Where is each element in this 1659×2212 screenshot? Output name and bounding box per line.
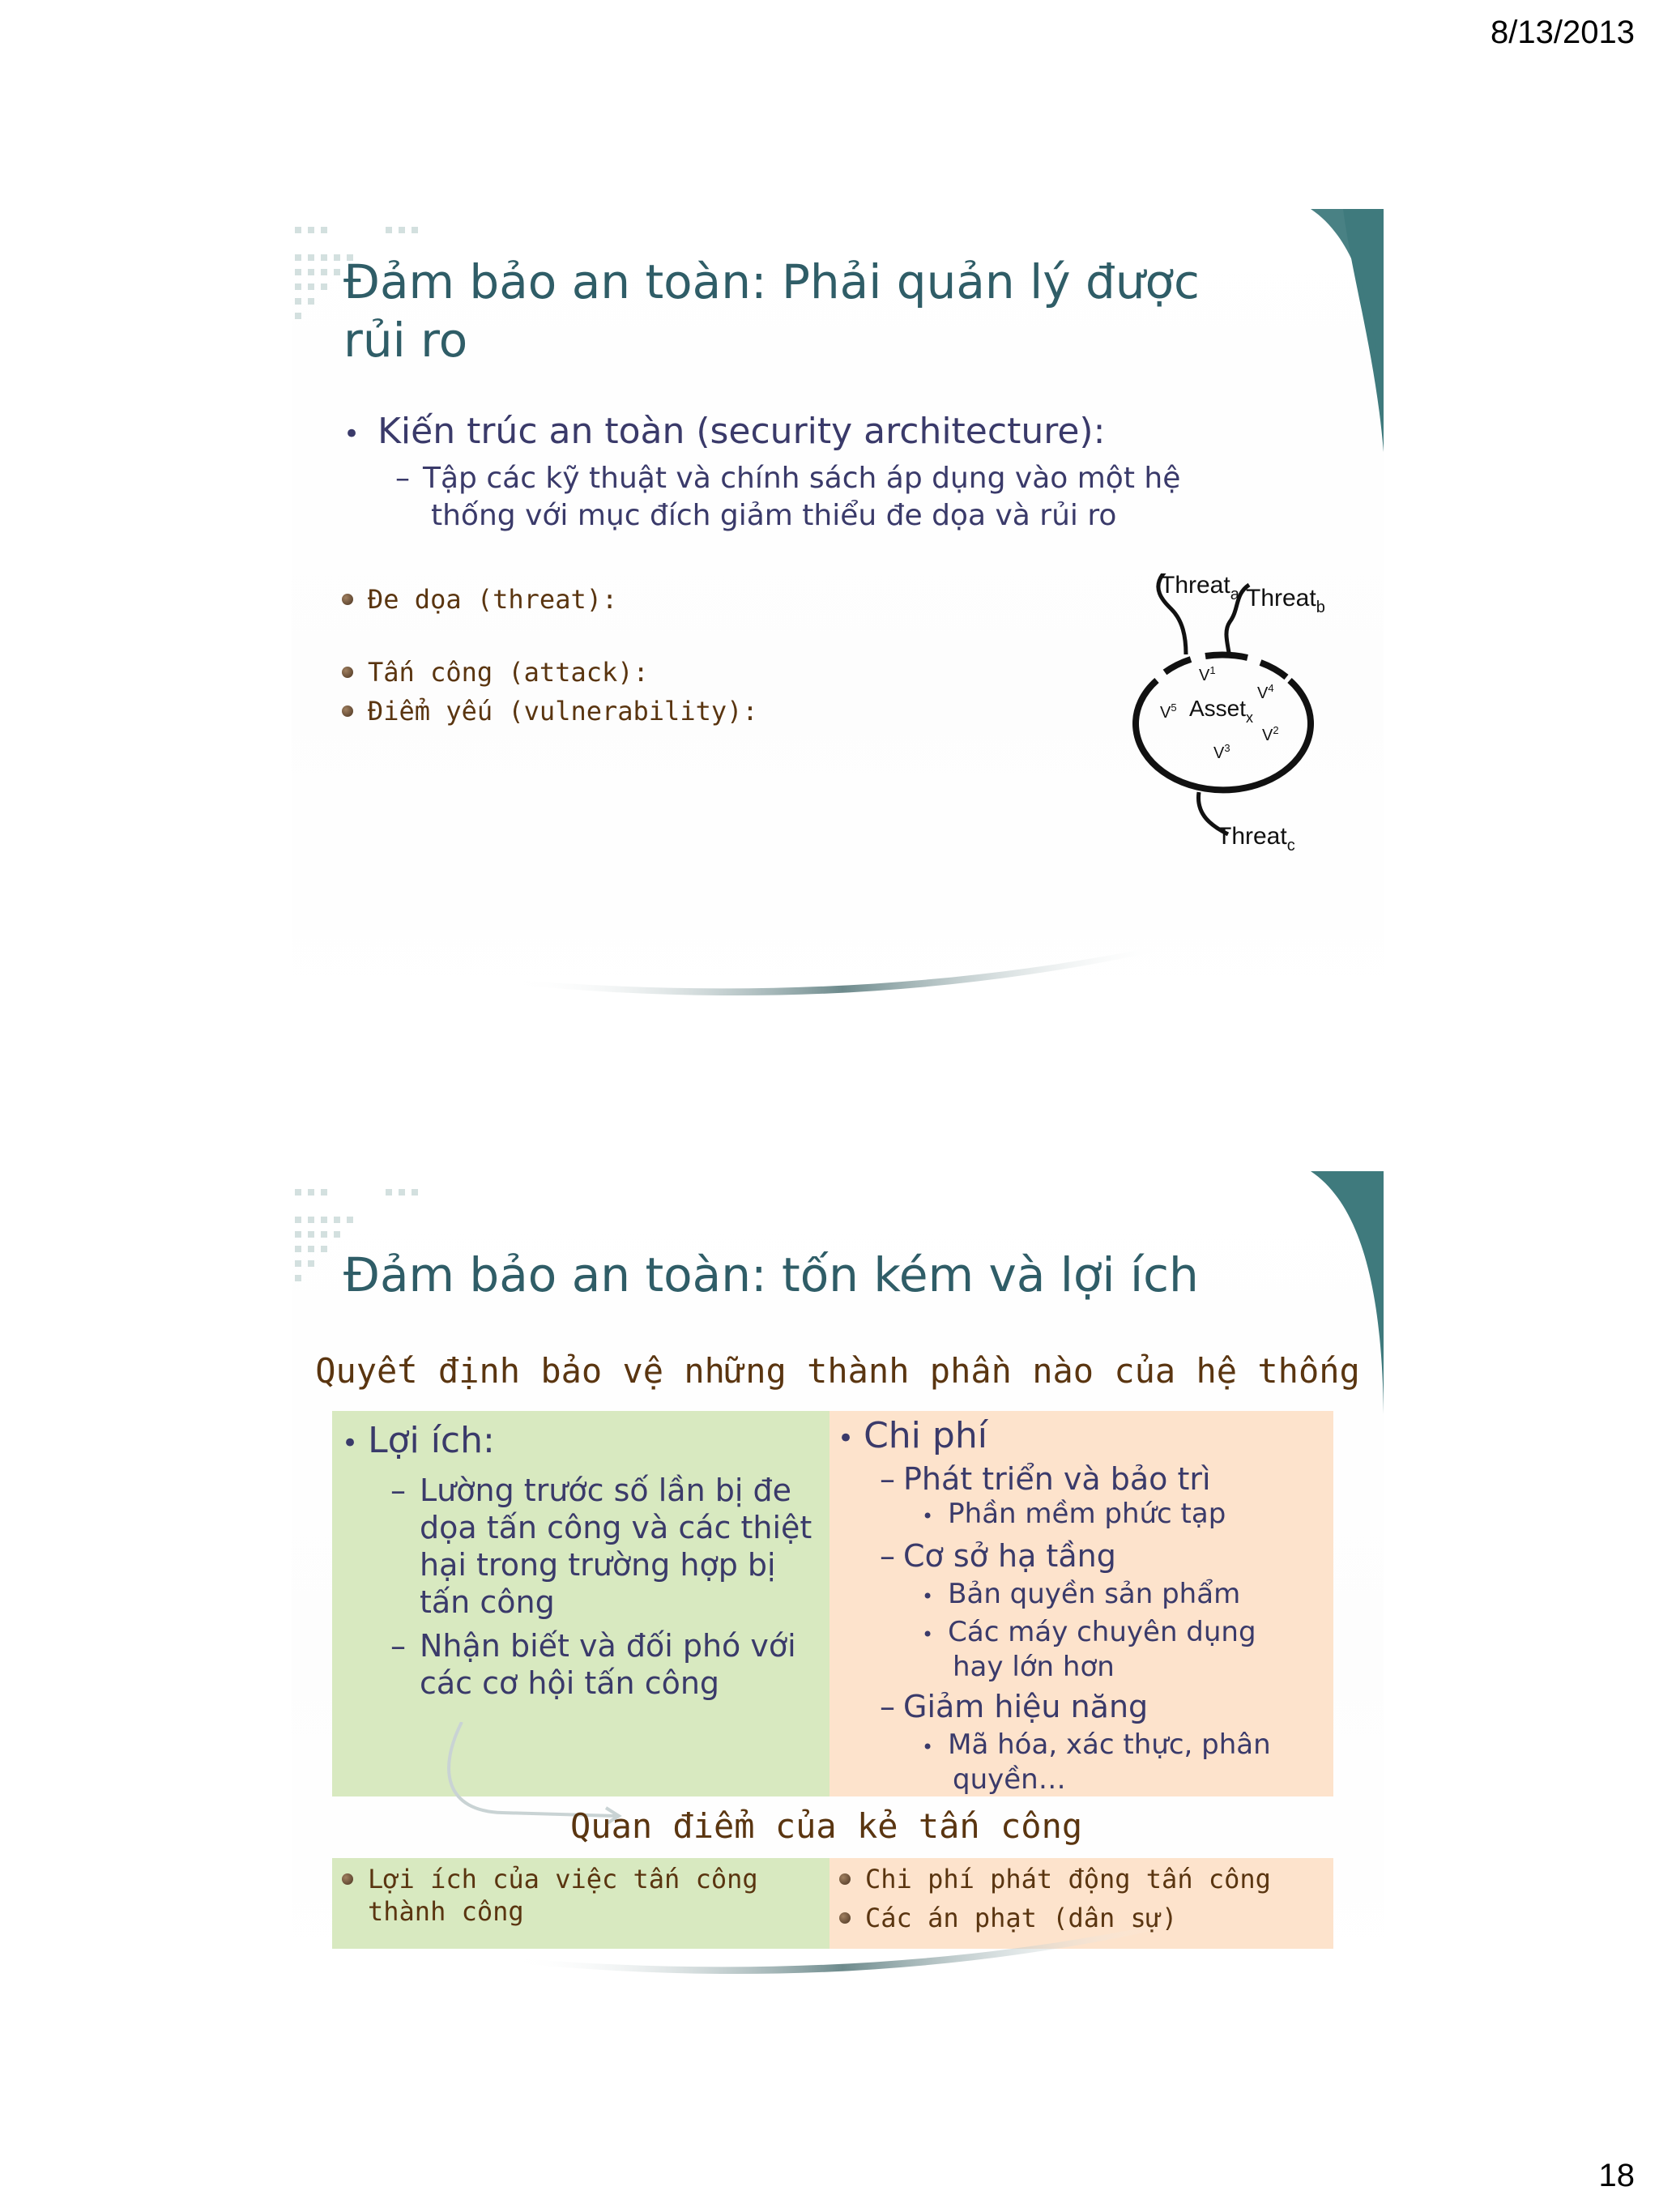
- v3-label: $V^3$: [1213, 742, 1230, 762]
- cost-dev-sub: • Phần mềm phức tạp: [922, 1498, 1226, 1530]
- slide-1-title-line-2: rủi ro: [343, 313, 468, 368]
- sub-bullet-line-1: Tập các kỹ thuật và chính sách áp dụng vào một hệ: [423, 462, 1181, 495]
- attack-item: [342, 656, 649, 688]
- slide-2-title: Đảm bảo an toàn: tốn kém và lợi ích: [343, 1247, 1199, 1302]
- cost-perf: – Giảm hiệu năng: [880, 1689, 1149, 1724]
- cost-infra: – Cơ sở hạ tầng: [880, 1538, 1116, 1574]
- page-number: 18: [1598, 2158, 1635, 2193]
- decision-heading: Quyết định bảo vệ những thành phần nào của hệ thống: [315, 1351, 1360, 1391]
- cost-heading: • Chi phí: [838, 1415, 987, 1456]
- threat-item: [342, 583, 617, 616]
- dash-marker: –: [395, 462, 410, 495]
- benefit-item-1: – Lường trước số lần bị đe dọa tấn công và các thiệt hại trong trường hợp bị tấn công: [390, 1473, 812, 1620]
- cost-content: [838, 1414, 1332, 1796]
- attacker-benefit-item: Lợi ích của việc tấn công thành công: [342, 1863, 758, 1928]
- cost-dev: – Phát triển và bảo trì: [880, 1461, 1211, 1497]
- sub-bullet-line-2: thống với mục đích giảm thiểu đe dọa và rủi ro: [431, 499, 1117, 532]
- slide-1: [292, 209, 1384, 1019]
- page-date: 8/13/2013: [1491, 15, 1635, 50]
- bullet-ball-icon: [342, 594, 353, 605]
- architecture-sub-bullet: [395, 460, 1180, 535]
- vulnerability-item: [342, 695, 758, 727]
- cost-infra-sub-2: • Các máy chuyên dụng hay lớn hơn: [922, 1616, 1256, 1683]
- v1-label: $V^1$: [1199, 664, 1216, 684]
- bullet-ball-icon: [342, 705, 353, 717]
- benefit-heading: • Lợi ích:: [342, 1420, 495, 1461]
- threat-c-label: Threat$_c$: [1217, 823, 1295, 855]
- attacker-cost-item-2: Các án phạt (dân sự): [839, 1902, 1177, 1934]
- slide-1-title-line-1: Đảm bảo an toàn: Phải quản lý được: [343, 254, 1200, 309]
- v4-label: $V^4$: [1257, 682, 1274, 702]
- cost-perf-sub: • Mã hóa, xác thực, phân quyền…: [922, 1728, 1271, 1796]
- attack-item-text: Tấn công (attack):: [368, 657, 649, 688]
- benefit-content: [342, 1419, 828, 1702]
- benefit-item-2: – Nhận biết và đối phó với các cơ hội tấn công: [390, 1628, 796, 1701]
- attacker-view-heading: Quan điểm của kẻ tấn công: [570, 1806, 1083, 1846]
- bullet-ball-icon: [342, 667, 353, 678]
- threat-asset-diagram: [1069, 573, 1361, 881]
- architecture-bullet: [343, 410, 1105, 456]
- bottom-swoosh-decoration: [518, 938, 1166, 1003]
- bullet-ball-icon: [839, 1873, 851, 1885]
- bullet-dot: •: [343, 418, 360, 450]
- bottom-swoosh-decoration: [518, 1916, 1166, 1981]
- threat-a-label: Threat$_a$: [1160, 573, 1239, 603]
- asset-label: Asset$_x$: [1189, 696, 1254, 726]
- attacker-cost-item-1: Chi phí phát động tấn công: [839, 1863, 1271, 1895]
- threat-b-label: Threat$_b$: [1246, 585, 1325, 616]
- vulnerability-item-text: Điểm yếu (vulnerability):: [368, 696, 758, 727]
- architecture-bullet-text: Kiến trúc an toàn (security architecture):: [377, 411, 1106, 452]
- v5-label: $V^5$: [1160, 701, 1177, 722]
- slide-1-title: [343, 253, 1200, 369]
- threat-item-text: Đe dọa (threat):: [368, 584, 618, 615]
- slide-2: [292, 1171, 1384, 1981]
- cost-infra-sub-1: • Bản quyền sản phẩm: [922, 1578, 1241, 1610]
- v2-label: $V^2$: [1262, 724, 1279, 744]
- bullet-ball-icon: [342, 1873, 353, 1885]
